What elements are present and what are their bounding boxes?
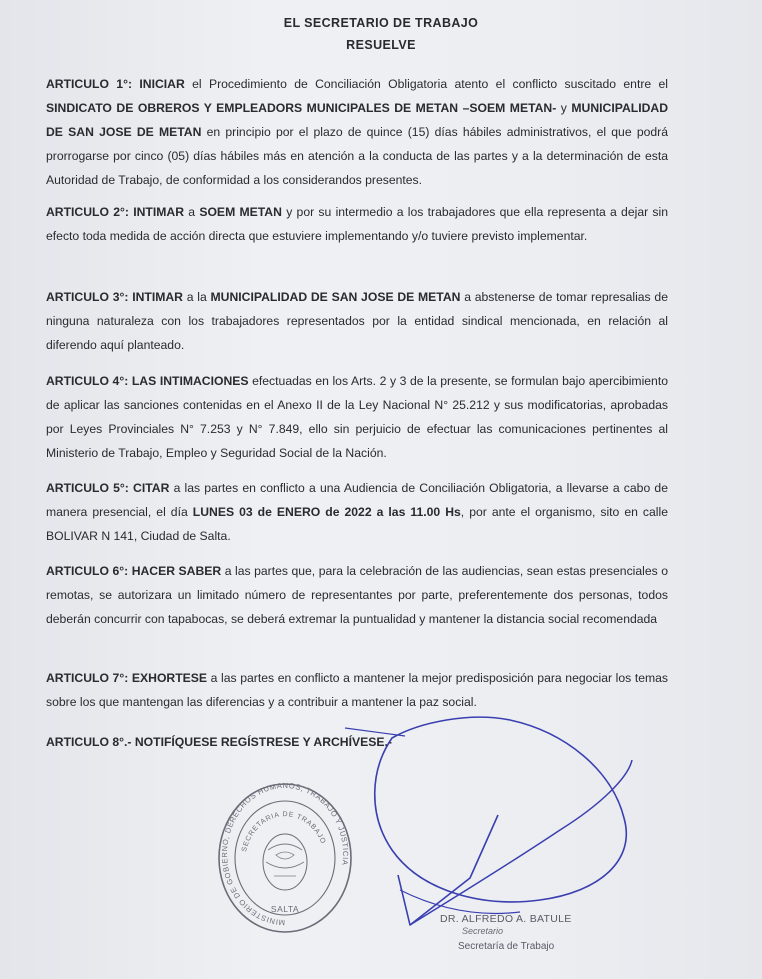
article-2-union: SOEM METAN <box>199 205 282 219</box>
article-3-text: a la <box>182 290 211 304</box>
svg-text:SECRETARIA DE TRABAJO <box>241 811 326 852</box>
article-8 <box>46 730 668 754</box>
article-1-label: ARTICULO 1°: <box>46 77 133 91</box>
article-7-verb: EXHORTESE <box>131 671 208 685</box>
article-6-label: ARTICULO 6°: <box>46 564 129 578</box>
article-8-verb: NOTIFÍQUESE REGÍSTRESE Y ARCHÍVESE.- <box>134 735 392 749</box>
official-seal <box>216 780 354 936</box>
article-3-municipality: MUNICIPALIDAD DE SAN JOSE DE METAN <box>210 290 461 304</box>
article-2 <box>46 200 668 248</box>
article-5-text: a las partes en conflicto a una Audiencia de Conciliación Obligatoria, a llevarse a cabo de manera presencial, el día <box>46 481 668 519</box>
article-1-municipality: MUNICIPALIDAD DE SAN JOSE DE METAN <box>46 101 668 139</box>
article-2-text-2: y por su intermedio a los trabajadores que ella representa a dejar sin efecto toda medida de acción directa que estuviere implementando y/o tuviere previsto implementar. <box>46 205 669 243</box>
signer-name: DR. ALFREDO A. BATULE <box>440 913 572 925</box>
article-4-text: efectuadas en los Arts. 2 y 3 de la presente, se formulan bajo apercibimiento de aplicar las sanciones contenidas en el Anexo II de la Ley Nacional N° 25.212 y sus modificatorias, aprobadas por Leyes Provinciales N° 7.253 y N° 7.849, ello sin perjuicio de efectuar las comunicaciones pertinentes al Ministerio de Trabajo, Empleo y Seguridad Social de la Nación. <box>46 374 668 460</box>
article-1-union: SINDICATO DE OBREROS Y EMPLEADORS MUNICIPALES DE METAN –SOEM METAN- <box>46 101 557 115</box>
article-5 <box>46 476 668 548</box>
article-3 <box>46 285 668 357</box>
article-2-verb: INTIMAR <box>133 205 185 219</box>
document-title: EL SECRETARIO DE TRABAJO <box>283 16 479 30</box>
article-4 <box>46 369 668 465</box>
article-1-text-3: en principio por el plazo de quince (15) días hábiles administrativos, el que podrá prorrogarse por cinco (05) días hábiles más en atención a la conducta de las partes y a la determinación de esta Autoridad de Trabajo, de conformidad a los considerandos presentes. <box>46 125 669 187</box>
article-4-label: ARTICULO 4°: <box>46 374 129 388</box>
article-1-verb: INICIAR <box>139 77 185 91</box>
signer-role: Secretario <box>462 926 504 936</box>
signer-department: Secretaría de Trabajo <box>458 941 555 952</box>
article-5-date: LUNES 03 de ENERO de 2022 a las 11.00 Hs <box>192 505 461 519</box>
article-3-verb: INTIMAR <box>132 290 183 304</box>
seal-ring-text: MINISTERIO DE GOBIERNO, DERECHOS HUMANOS, TRABAJO Y JUSTICIA <box>220 780 351 928</box>
seal-inner-text: SECRETARIA DE TRABAJO <box>241 811 327 853</box>
article-6-verb: HACER SABER <box>131 564 222 578</box>
article-7 <box>46 666 668 714</box>
article-2-label: ARTICULO 2°: <box>46 205 129 219</box>
article-5-text-2: , por ante el organismo, sito en calle BOLIVAR N 141, Ciudad de Salta. <box>46 505 668 543</box>
article-3-text-2: a abstenerse de tomar represalias de ninguna naturaleza con los trabajadores representados por la entidad sindical mencionada, en relación al diferendo aquí planteado. <box>46 290 668 352</box>
article-5-label: ARTICULO 5°: <box>46 481 129 495</box>
article-1-text-2: y <box>556 101 572 115</box>
seal-city: SALTA <box>270 904 300 914</box>
seal-graphic <box>216 780 354 936</box>
article-4-verb: LAS INTIMACIONES <box>131 374 249 388</box>
article-8-label: ARTICULO 8°.- <box>46 735 132 749</box>
article-5-verb: CITAR <box>133 481 170 495</box>
article-7-text: a las partes en conflicto a mantener la mejor predisposición para negociar los temas sobre los que mantengan las diferencias y a contribuir a mantener la paz social. <box>46 671 669 709</box>
article-3-label: ARTICULO 3°: <box>46 290 129 304</box>
article-2-text: a <box>184 205 200 219</box>
article-1 <box>46 72 668 192</box>
article-6-text: a las partes que, para la celebración de las audiencias, sean estas presenciales o remotas, se autorizara un limitado número de representantes por parte, preferentemente dos personas, todos deberán concurrir con tapabocas, se deberá extremar la puntualidad y mantener la distancia social recomendada <box>46 564 669 626</box>
article-1-text: el Procedimiento de Conciliación Obligatoria atento el conflicto suscitado entre el <box>184 77 669 91</box>
article-7-label: ARTICULO 7°: <box>46 671 129 685</box>
document-subtitle: RESUELVE <box>346 38 416 52</box>
article-6 <box>46 559 668 631</box>
